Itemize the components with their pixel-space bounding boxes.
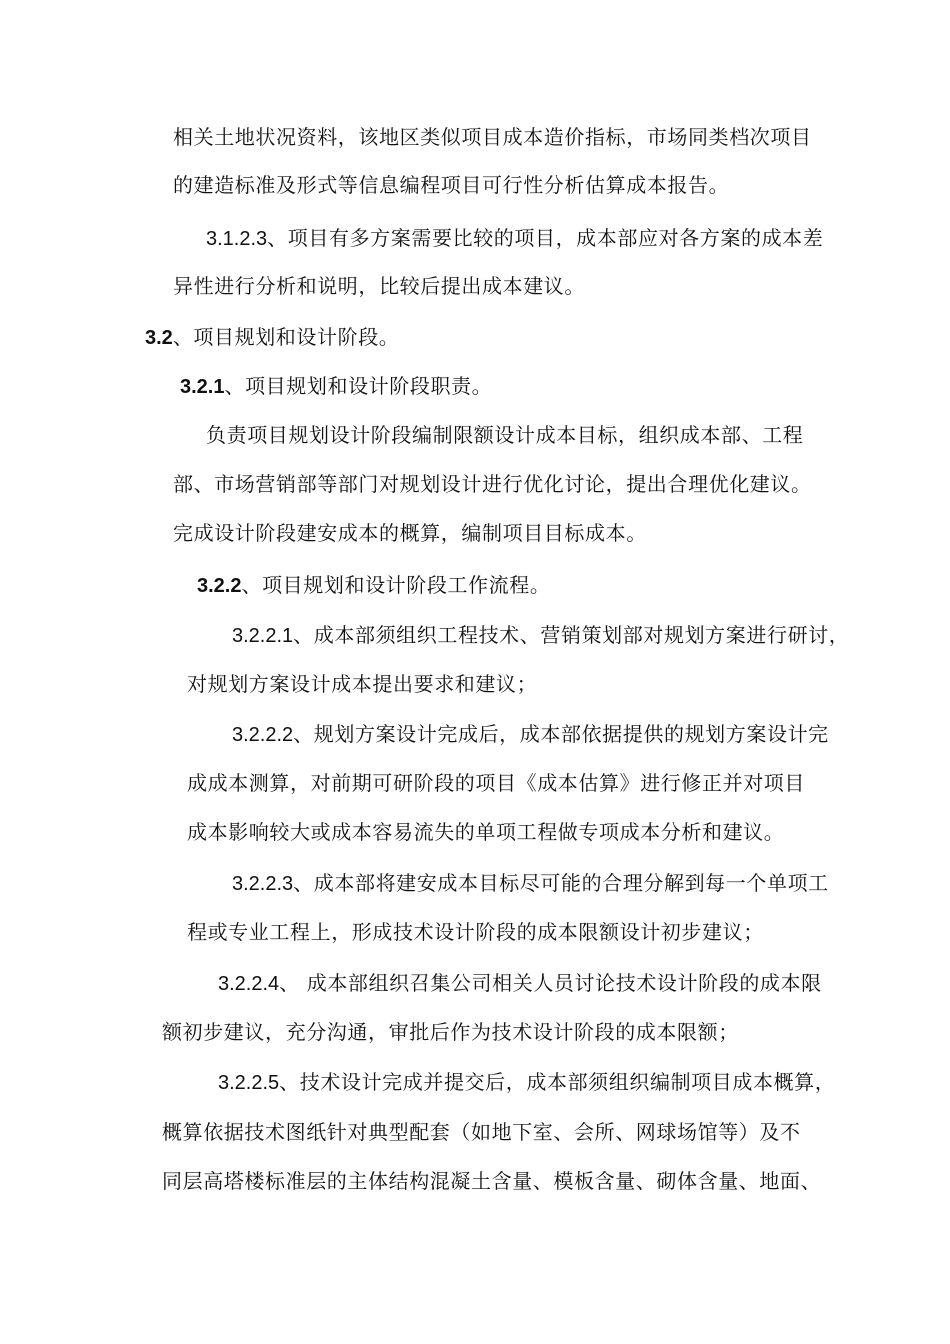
paragraph-line [173,272,585,300]
paragraph-line [232,621,849,650]
line-text: 完成设计阶段建安成本的概算，编制项目目标成本。 [173,521,647,545]
paragraph-line [206,421,803,449]
line-text: 负责项目规划设计阶段编制限额设计成本目标，组织成本部、工程 [206,423,804,447]
paragraph-line [162,1167,821,1195]
paragraph-line [162,1018,739,1046]
heading-text: 、项目规划和设计阶段职责。 [224,374,493,398]
line-text: 部、市场营销部等部门对规划设计进行优化讨论，提出合理优化建议。 [173,472,812,496]
paragraph-line [173,519,647,547]
line-text: 程或专业工程上，形成技术设计阶段的成本限额设计初步建议； [187,920,764,944]
line-text: 概算依据技术图纸针对典型配套（如地下室、会所、网球场馆等）及不 [162,1120,801,1144]
line-text: 、规划方案设计完成后，成本部依据提供的规划方案设计完 [293,722,829,746]
paragraph-line [187,670,537,698]
subsection-heading [180,372,492,401]
line-text: 、项目有多方案需要比较的项目，成本部应对各方案的成本差 [267,226,824,250]
paragraph-line [173,470,812,498]
line-text: 、技术设计完成并提交后，成本部须组织编制项目成本概算， [279,1070,836,1094]
paragraph-line [187,918,764,946]
paragraph-line [187,818,784,846]
section-heading [145,323,399,352]
line-text: 同层高塔楼标准层的主体结构混凝土含量、模板含量、砌体含量、地面、 [162,1169,822,1193]
section-number: 3.2.2.5 [218,1072,280,1094]
line-text: 异性进行分析和说明，比较后提出成本建议。 [173,274,585,298]
section-number: 3.2.2.1 [232,625,294,647]
paragraph-line [173,123,812,151]
section-number: 3.1.2.3 [206,228,268,250]
line-text: 额初步建议，充分沟通，审批后作为技术设计阶段的成本限额； [162,1020,739,1044]
line-text: 成本影响较大或成本容易流失的单项工程做专项成本分析和建议。 [187,820,785,844]
section-number: 3.2.2.2 [232,724,294,746]
heading-text: 、项目规划和设计阶段工作流程。 [241,573,551,597]
line-text: 、 成本部组织召集公司相关人员讨论技术设计阶段的成本限 [279,971,822,995]
section-number: 3.2.2.3 [232,873,294,895]
line-text: 的建造标准及形式等信息编程项目可行性分析估算成本报告。 [173,173,730,197]
paragraph-line [218,969,822,998]
section-number: 3.2.2.4 [218,973,280,995]
paragraph-line [187,769,805,797]
paragraph-line [162,1118,801,1146]
heading-text: 、项目规划和设计阶段。 [172,325,400,349]
paragraph-line [218,1068,835,1097]
paragraph-line [206,224,823,253]
section-number: 3.2.1 [180,376,225,398]
paragraph-line [232,720,829,749]
paragraph-line [173,171,729,199]
section-number: 3.2 [145,327,173,349]
section-number: 3.2.2 [197,575,242,597]
line-text: 相关土地状况资料，该地区类似项目成本造价指标，市场同类档次项目 [173,125,812,149]
line-text: 、成本部将建安成本目标尽可能的合理分解到每一个单项工 [293,871,829,895]
line-text: 成成本测算，对前期可研阶段的项目《成本估算》进行修正并对项目 [187,771,805,795]
subsection-heading [197,571,550,600]
line-text: 对规划方案设计成本提出要求和建议； [187,672,538,696]
paragraph-line [232,869,829,898]
line-text: 、成本部须组织工程技术、营销策划部对规划方案进行研讨， [293,623,850,647]
